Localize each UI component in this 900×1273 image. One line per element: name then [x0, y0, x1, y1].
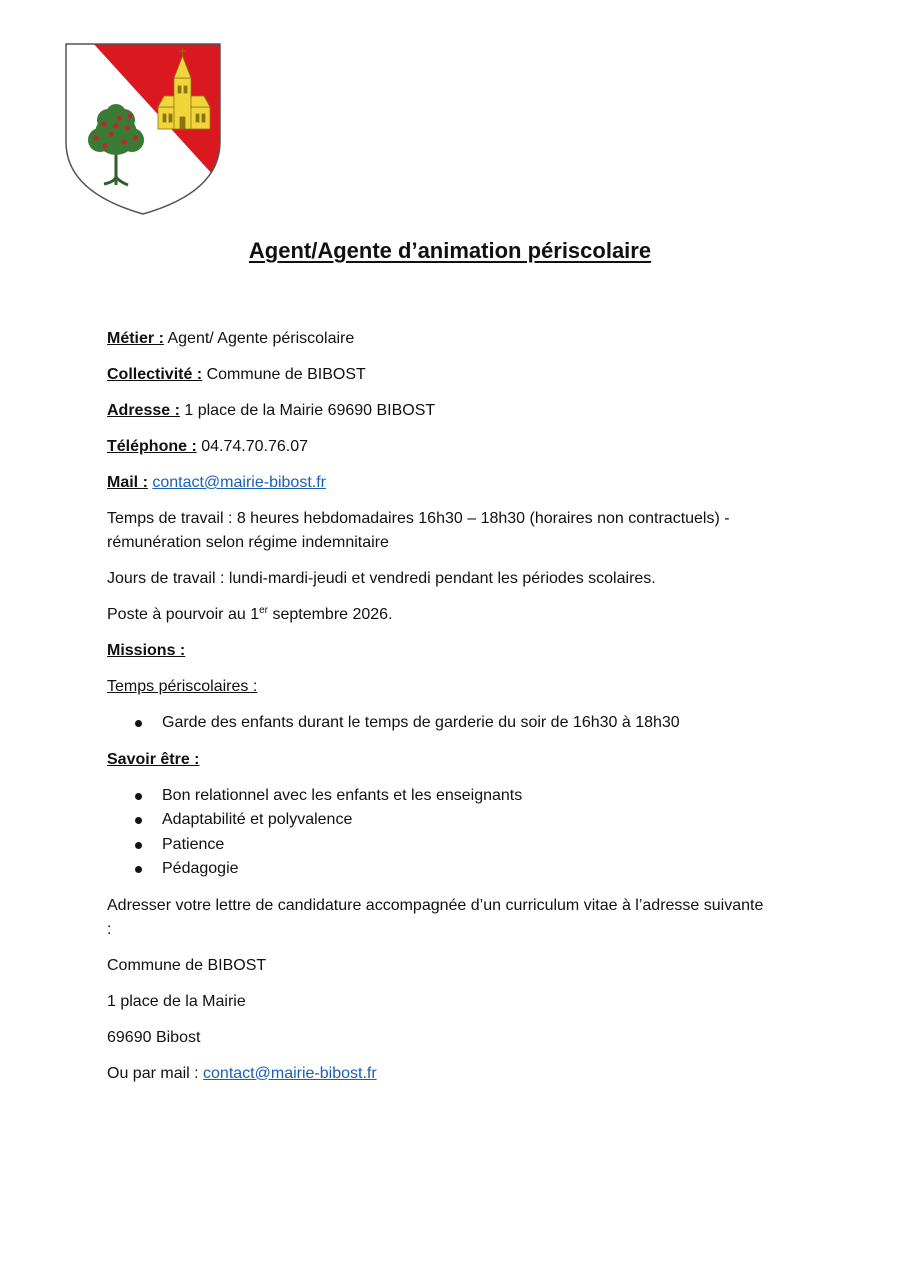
label-adresse: Adresse : — [107, 402, 180, 419]
savoir-etre-heading — [107, 748, 767, 772]
periscolaire-subheading — [107, 675, 767, 699]
coat-of-arms-icon — [64, 42, 224, 218]
field-mail — [107, 471, 767, 495]
label-telephone: Téléphone : — [107, 438, 197, 455]
savoir-etre-heading-text: Savoir être : — [107, 750, 200, 768]
field-collectivite — [107, 363, 767, 387]
field-adresse — [107, 399, 767, 423]
value-telephone: 04.74.70.76.07 — [201, 438, 308, 455]
list-item: Pédagogie — [107, 857, 767, 882]
start-date-text — [107, 603, 767, 627]
periscolaire-subheading-text: Temps périscolaires : — [107, 678, 258, 695]
mail-link[interactable]: contact@mairie-bibost.fr — [152, 474, 326, 491]
address-line-2: 1 place de la Mairie — [107, 992, 246, 1010]
application-mail-prefix: Ou par mail : — [107, 1064, 204, 1082]
document-body — [107, 327, 767, 1098]
application-mail — [107, 1062, 767, 1086]
list-item: Bon relationnel avec les enfants et les enseignants — [107, 784, 767, 809]
start-date-prefix: Poste à pourvoir au 1 — [107, 606, 260, 623]
start-date-suffix: septembre 2026. — [268, 606, 393, 623]
missions-list — [107, 711, 767, 736]
start-date-sup: er — [259, 605, 268, 616]
label-mail: Mail : — [107, 474, 148, 491]
work-days-text: Jours de travail : lundi-mardi-jeudi et vendredi pendant les périodes scolaires. — [107, 570, 656, 587]
address-line-1: Commune de BIBOST — [107, 956, 267, 974]
savoir-etre-list — [107, 784, 767, 882]
application-intro: Adresser votre lettre de candidature accompagnée d’un curriculum vitae à l’adresse suivante : — [107, 896, 764, 938]
missions-heading — [107, 639, 767, 663]
list-item: Adaptabilité et polyvalence — [107, 808, 767, 833]
address-line-3: 69690 Bibost — [107, 1028, 201, 1046]
field-metier — [107, 327, 767, 351]
list-item: Garde des enfants durant le temps de garderie du soir de 16h30 à 18h30 — [107, 711, 767, 736]
application-mail-link[interactable]: contact@mairie-bibost.fr — [203, 1064, 377, 1082]
work-time-text: Temps de travail : 8 heures hebdomadaires 16h30 – 18h30 (horaires non contractuels) - rémunération selon régime indemnitaire — [107, 510, 730, 551]
list-item: Patience — [107, 833, 767, 858]
label-collectivite: Collectivité : — [107, 366, 203, 383]
field-telephone — [107, 435, 767, 459]
label-metier: Métier : — [107, 330, 164, 347]
missions-heading-text: Missions : — [107, 642, 186, 659]
value-metier: Agent/ Agente périscolaire — [167, 330, 355, 347]
page-title: Agent/Agente d’animation périscolaire — [248, 238, 652, 263]
value-collectivite: Commune de BIBOST — [206, 366, 366, 383]
value-adresse: 1 place de la Mairie 69690 BIBOST — [184, 402, 436, 419]
